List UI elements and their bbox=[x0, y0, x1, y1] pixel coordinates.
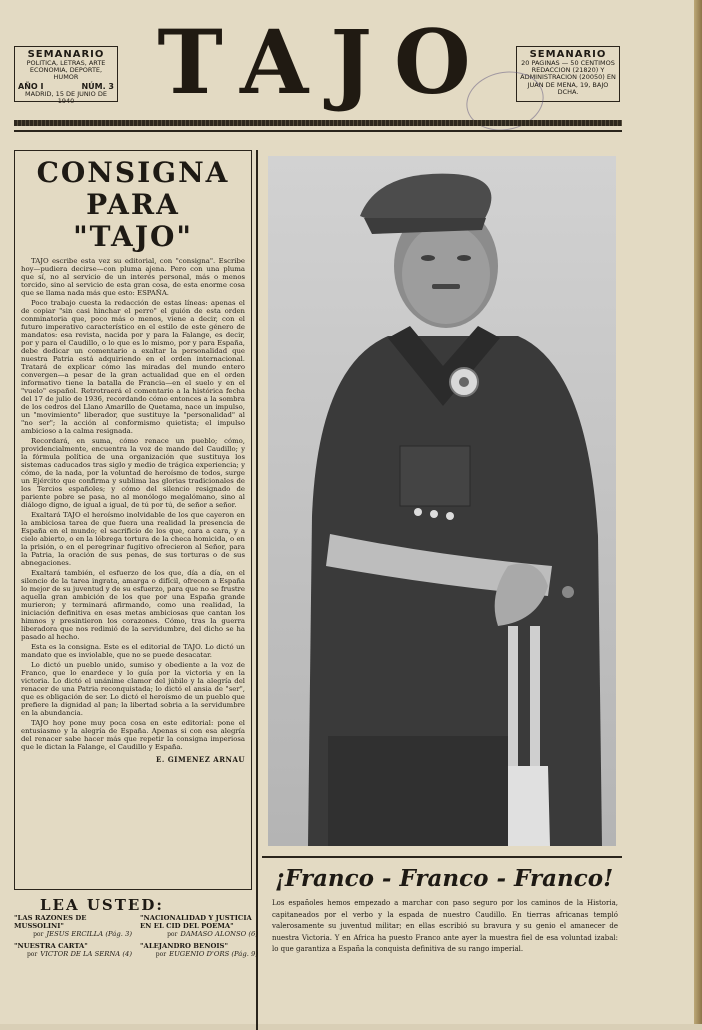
editorial-column bbox=[14, 150, 252, 890]
masthead-rule-thin bbox=[14, 130, 622, 132]
editorial-paragraph: Esta es la consigna. Este es el editorial de TAJO. Lo dictó un mandato que es inviolable, que no se puede desacatar. bbox=[21, 643, 245, 659]
masthead-rule-thick bbox=[14, 120, 622, 126]
lea-item-author-line bbox=[140, 930, 258, 939]
lea-usted-column bbox=[14, 914, 132, 962]
lea-item-title: "NACIONALIDAD Y JUSTICIA EN EL CID DEL POEMA" bbox=[140, 914, 252, 930]
editorial-paragraph: Poco trabajo cuesta la redacción de estas líneas: apenas el de copiar "sin casi hinchar el perro" el guión de esta orden conminatoria que, poco más o menos, viene a decir, con el futuro imperativo característico en el estilo de este género de mandatos: esa revista, nacida por y para la Falange, es decir, por y para el Caudillo, o lo que es lo mismo, por y para España, debe dedicar un comentario a exaltar la personalidad que nuestra Patria está adquiriendo en el orden internacional. Tratará de explicar cómo las miradas del mundo entero convergen—a pesar de la gran actualidad que en el orden informativo tiene la batalla de Francia—en el suelo y en el "vuelo" español. Retrotraerá el comentario a la histórica fecha del 17 de julio de 1936, recordando cómo entonces a la sombra de los cedros del Llano Amarillo de Quetama, nace un impulso, un "movimiento" liberador, que sustituye la "personalidad" al "no ser"; la acción al conformismo quietista; el impulso ambicioso a la calma resignada. bbox=[21, 299, 245, 435]
list-item bbox=[14, 914, 132, 939]
lea-item-por: por bbox=[155, 951, 167, 958]
right-box-text: 20 PAGINAS — 50 CENTIMOS REDACCION (21820) Y ADMINISTRACION (20050) EN JUAN DE MENA, 19, BAJO DCHA. bbox=[520, 59, 616, 96]
headline-line-2: PARA "TAJO" bbox=[73, 188, 193, 253]
lea-item-author-line bbox=[140, 950, 258, 959]
editorial-author: E. GIMENEZ ARNAU bbox=[155, 755, 245, 764]
editorial-body bbox=[21, 257, 245, 751]
editorial-paragraph: Exaltará TAJO el heroísmo inolvidable de los que cayeron en la ambiciosa tarea de que fuera una realidad la presencia de España en el mundo; el sacrificio de los que, cara a cara, y a cielo abierto, o en la lóbrega tortura de la checa homicida, o en la prisión, o en el peregrinar fugitivo ofrecieron al Señor, para la Patria, la oración de sus penas, de sus torturas o de sus abnegaciones. bbox=[21, 511, 245, 567]
lea-usted-column bbox=[140, 914, 258, 962]
lea-item-title: "ALEJANDRO BENOIS" bbox=[140, 942, 228, 950]
column-separator bbox=[256, 150, 258, 1030]
lea-usted-list bbox=[14, 914, 258, 962]
lea-item-author: VICTOR DE LA SERNA (4) bbox=[40, 950, 132, 958]
left-box-subtitle: POLITICA, LETRAS, ARTE ECONOMIA, DEPORTE, HUMOR bbox=[26, 59, 106, 82]
editorial-paragraph: Exaltará también, el esfuerzo de los que, día a día, en el silencio de la tarea ingrata, amarga o difícil, ofrecen a España lo mejor de su juventud y de su esfuerzo, para que no se frustre aquella gran ambición de los que por una España grande murieron; y terminará afirmando, como una realidad, la iniciación definitiva en esas metas ambiciosas que cantan los himnos y presintieron los corazones. Cómo, tras la guerra liberadora que nos redimió de la servidumbre, del dicho se ha pasado al hecho. bbox=[21, 569, 245, 641]
lea-item-por: por bbox=[26, 951, 38, 958]
lea-item-title: "LAS RAZONES DE MUSSOLINI" bbox=[14, 914, 87, 930]
lea-item-author-line bbox=[14, 930, 132, 939]
left-box-label: SEMANARIO bbox=[27, 49, 105, 60]
masthead bbox=[0, 0, 694, 120]
page-spine bbox=[694, 0, 702, 1024]
newspaper-title: TAJO bbox=[157, 10, 493, 114]
headline-line-1: CONSIGNA bbox=[36, 156, 230, 189]
lea-item-author: EUGENIO D'ORS (Pág. 9) bbox=[169, 950, 258, 958]
editorial-headline bbox=[21, 157, 245, 253]
issue-date: MADRID, 15 DE JUNIO DE 1940 bbox=[25, 89, 107, 105]
editorial-paragraph: Lo dictó un pueblo unido, sumiso y obediente a la voz de Franco, que lo enardece y lo guía por la victoria y en la victoria. Lo dictó el unánime clamor del júbilo y la alegría del renacer de una Patria reconquistada; lo dictó el ansia de "ser", que es obligación de ser. Lo dictó el heroísmo de un pueblo que prefiere la dignidad al pan; la libertad sobria a la servidumbre en la abundancia. bbox=[21, 661, 245, 717]
editorial-paragraph: TAJO hoy pone muy poca cosa en este editorial: pone el entusiasmo y la alegría de España. Apenas si con esa alegría del renacer sabe hacer más que repetir la consigna imperiosa que le dictan la Falange, el Caudillo y España. bbox=[21, 719, 245, 751]
list-item bbox=[140, 914, 258, 939]
lea-item-author: DAMASO ALONSO (6) bbox=[180, 930, 258, 938]
lea-item-por: por bbox=[33, 931, 44, 938]
list-item bbox=[14, 942, 132, 959]
portrait-illustration bbox=[268, 156, 616, 846]
year-label: AÑO I bbox=[18, 81, 44, 91]
caption-rule bbox=[262, 856, 622, 858]
franco-portrait-photo bbox=[268, 156, 616, 846]
lea-item-title: "NUESTRA CARTA" bbox=[14, 942, 88, 950]
list-item bbox=[140, 942, 258, 959]
lea-item-author: JESUS ERCILLA (Pág. 3) bbox=[46, 930, 132, 938]
lea-item-por: por bbox=[167, 931, 178, 938]
editorial-paragraph: Recordará, en suma, cómo renace un pueblo; cómo, providencialmente, encuentra la voz de mando del Caudillo; y la fórmula política de una organización que sustituya los sistemas caducados tras siglo y medio de trágica experiencia; y cómo, de la nada, por la voluntad de heroísmo de todos, surge un Ejército que confirma y sublima las glorias tradicionales de los Tercios españoles; y cómo del silencio resignado de pariente pobre se pasa, no al monólogo megalómano, sino al diálogo digno, de igual a igual, de tú por tú, de señor a señor. bbox=[21, 437, 245, 509]
lea-item-author-line bbox=[14, 950, 132, 959]
caption-headline: ¡Franco - Franco - Franco! bbox=[274, 865, 614, 892]
editorial-paragraph: TAJO escribe esta vez su editorial, con "consigna". Escribe hoy—pudiera decirse—con pluma ajena. Pero con una pluma que sí, no al servicio de un interés personal, más o menos torcido, sino al servicio de esta gran cosa, de esta enorme cosa que se llama nada más que esto: ESPAÑA. bbox=[21, 257, 245, 297]
issue-number: NÚM. 3 bbox=[81, 81, 114, 91]
right-box-label: SEMANARIO bbox=[529, 49, 607, 60]
caption-text: Los españoles hemos empezado a marchar con paso seguro por los caminos de la Historia, capitaneados por el verbo y la espada de nuestro Caudillo. En tierras africanas templó valerosamente su juventud militar; en ellas escribió su bravura y su genio el amanecer de nuestra Victoria. Y en Africa ha puesto Franco ante ayer la muestra fiel de esa voluntad izabal: lo que garantiza a España la conquista definitiva de su rango imperial. bbox=[272, 899, 618, 953]
masthead-left-box bbox=[14, 46, 118, 105]
lea-usted-heading: LEA USTED: bbox=[40, 896, 164, 914]
